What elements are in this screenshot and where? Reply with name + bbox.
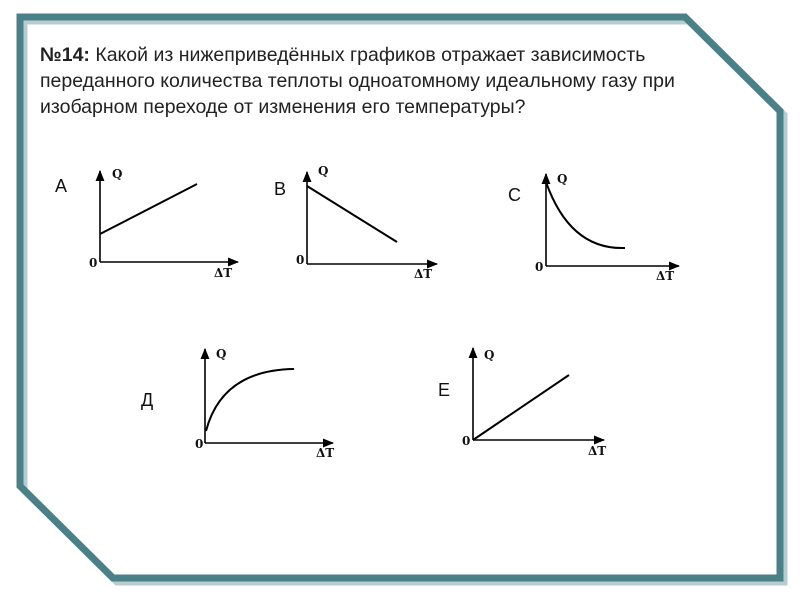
graph-e	[462, 348, 606, 458]
graph-c-origin: 0	[535, 260, 544, 274]
graph-b-y-label: Q	[318, 164, 329, 178]
graph-a-origin: 0	[89, 256, 98, 270]
graph-d-y-label: Q	[216, 347, 227, 361]
graph-c-curve	[546, 182, 625, 248]
graph-d-x-label: ΔT	[316, 446, 335, 460]
graph-label-b: B	[274, 179, 287, 199]
graph-d-curve	[206, 369, 294, 431]
question-body: Какой из нижеприведённых графиков отражает зависимость переданного количества теплоты одноатомному идеальному газу при изобарном переходе от изменения его температуры?	[40, 44, 675, 118]
graph-a-y-label: Q	[112, 167, 123, 181]
graph-c-y-label: Q	[557, 172, 568, 186]
graph-d-origin: 0	[195, 437, 204, 451]
graph-d	[195, 347, 334, 460]
graph-b-line	[307, 186, 397, 242]
graph-e-origin: 0	[462, 434, 471, 448]
graph-label-a: A	[55, 176, 68, 196]
graph-e-x-label: ΔT	[588, 444, 607, 458]
graph-a-x-label: ΔT	[214, 266, 233, 280]
graph-a-line	[100, 184, 197, 234]
graph-label-e: E	[438, 380, 451, 400]
graph-e-line	[473, 375, 569, 440]
graph-label-d: Д	[141, 390, 154, 410]
graph-b-origin: 0	[296, 253, 305, 267]
graph-b-x-label: ΔT	[414, 267, 433, 281]
graph-e-y-label: Q	[484, 348, 495, 362]
graph-a	[89, 167, 238, 280]
graph-c	[535, 172, 679, 283]
graph-c-x-label: ΔT	[656, 269, 675, 283]
graph-b	[296, 164, 437, 281]
graph-label-c: C	[508, 185, 521, 205]
question-number: №14:	[40, 44, 90, 66]
